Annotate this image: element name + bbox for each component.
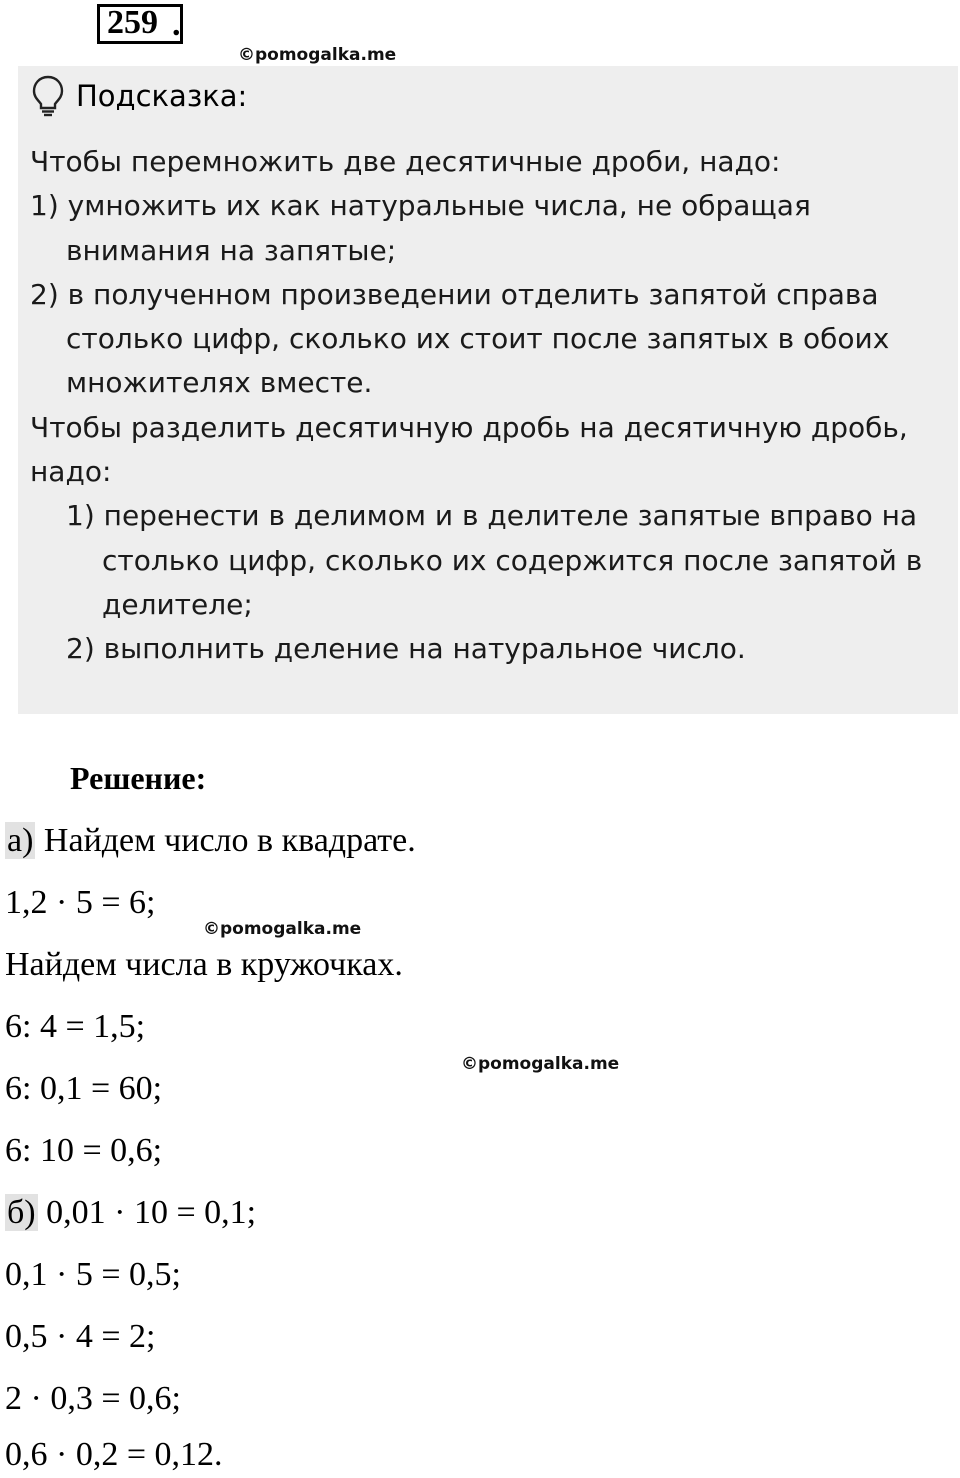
problem-number: 259 — [97, 4, 183, 44]
hint-line: 1) умножить их как натуральные числа, не обращая — [30, 189, 811, 223]
hint-line: столько цифр, сколько их содержится после запятой в — [102, 543, 923, 577]
hint-line: надо: — [30, 455, 112, 489]
equation: 6: 0,1 = 60; — [5, 1070, 163, 1107]
part-a-text: Найдем число в квадрате. — [35, 822, 416, 859]
hint-line: столько цифр, сколько их стоит после запятых в обоих — [66, 322, 890, 356]
hint-line: 2) в полученном произведении отделить запятой справа — [30, 277, 879, 311]
equation: 6: 10 = 0,6; — [5, 1132, 163, 1169]
hint-line: Чтобы разделить десятичную дробь на десятичную дробь, — [30, 410, 908, 444]
hint-text — [30, 140, 950, 672]
equation: 2 · 0,3 = 0,6; — [5, 1380, 181, 1417]
solution-line: Найдем числа в кружочках. — [5, 946, 403, 983]
equation: 0,6 · 0,2 = 0,12. — [5, 1436, 223, 1473]
part-a-label: а) — [7, 822, 34, 859]
solution-line-a — [5, 822, 416, 860]
hint-line: 2) выполнить деление на натуральное число. — [66, 632, 746, 666]
watermark: ©pomogalka.me — [238, 45, 397, 65]
solution-title: Решение: — [70, 760, 207, 796]
hint-title-text: Подсказка: — [76, 79, 248, 113]
solution-line-b — [5, 1194, 256, 1232]
equation: 6: 4 = 1,5; — [5, 1008, 146, 1045]
hint-line: Чтобы перемножить две десятичные дроби, надо: — [30, 145, 781, 178]
hint-line: множителях вместе. — [66, 366, 373, 400]
hint-line: делителе; — [102, 587, 253, 621]
hint-line: 1) перенести в делимом и в делителе запятые вправо на — [66, 499, 918, 533]
equation: 0,1 · 5 = 0,5; — [5, 1256, 181, 1293]
equation: 0,5 · 4 = 2; — [5, 1318, 156, 1355]
watermark: ©pomogalka.me — [461, 1054, 620, 1074]
lightbulb-icon — [30, 74, 66, 118]
hint-line: внимания на запятые; — [66, 233, 397, 267]
equation: 0,01 · 10 = 0,1; — [37, 1194, 257, 1231]
watermark: ©pomogalka.me — [203, 919, 362, 939]
problem-number-dot: . — [172, 6, 181, 43]
equation: 1,2 · 5 = 6; — [5, 884, 156, 921]
hint-title — [30, 70, 247, 122]
part-b-label: б) — [7, 1194, 36, 1231]
